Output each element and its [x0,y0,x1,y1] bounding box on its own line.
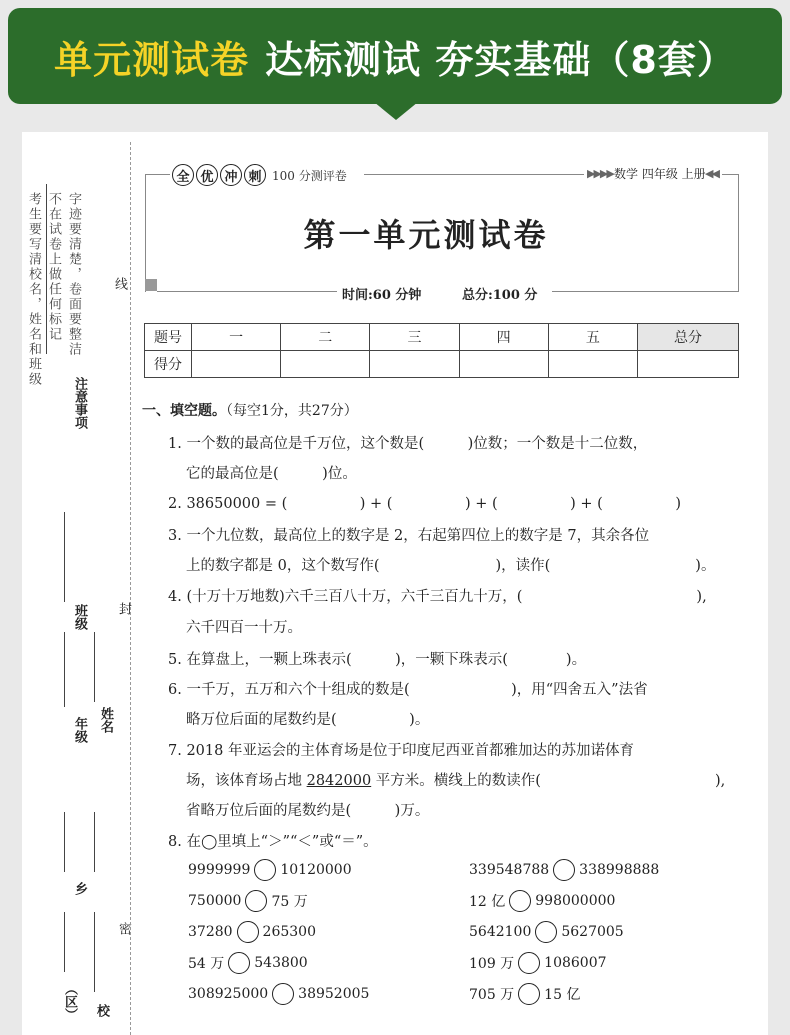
header-rule-left [145,174,170,175]
banner-title-secondary: 达标测试 夯实基础（8套） [265,37,736,82]
total-label: 总分 [638,324,739,351]
question-1b: 它的最高位是( )位。 [186,466,357,482]
score-cell-1 [192,351,281,378]
cmp-left: 37280 [188,924,233,940]
seal-mark-xian: 线 [112,277,127,292]
exam-time: 时间:60 分钟 [342,288,422,303]
cmp-left: 12 亿 [469,894,506,910]
score-cell-total [638,351,739,378]
question-3b: 上的数字都是 0，这个数写作( )，读作( )。 [186,558,716,574]
comparison-item [188,921,316,943]
header-rule-middle [364,174,584,175]
grade-field-line [64,632,65,707]
col-2: 二 [281,324,370,351]
score-label: 得分 [145,351,192,378]
answer-circle-input[interactable] [509,890,531,912]
header-corner-square [145,279,157,291]
grade-info: 数学 四年级 上册 [614,167,706,181]
exam-total-score: 总分:100 分 [461,288,538,303]
qu-field-label: （区） [62,982,77,1021]
col-5: 五 [548,324,637,351]
xiang-field-line [64,812,65,872]
brand-logo [172,164,347,186]
table-row [145,351,739,378]
seal-mark-feng: 封 [116,602,131,617]
brand-char-4: 刺 [244,164,266,186]
underlined-number: 2842000 [306,773,372,789]
question-number-label: 题号 [145,324,192,351]
question-7b-pre: 场，该体育场占地 [186,773,307,789]
table-row [145,324,739,351]
answer-circle-input[interactable] [518,983,540,1005]
note-line-1: 字迹要清楚，卷面要整洁 [66,192,81,357]
cmp-right: 1086007 [544,955,607,971]
cmp-right: 265300 [262,924,316,940]
col-1: 一 [192,324,281,351]
question-7c: 省略万位后面的尾数约是( )万。 [186,803,430,819]
col-3: 三 [370,324,459,351]
col-4: 四 [459,324,548,351]
seal-mark-mi: 密 [116,922,131,937]
answer-circle-input[interactable] [272,983,294,1005]
time-total-row [342,284,573,303]
comparison-item [469,921,624,943]
cmp-right: 998000000 [535,893,616,909]
cmp-right: 15 亿 [544,987,581,1003]
comparison-item [469,983,580,1005]
notes-title: 注意事项 [72,377,87,429]
section-title [142,400,358,420]
question-5: 5. 在算盘上，一颗上珠表示( )，一颗下珠表示( )。 [168,652,587,668]
section-note: （每空1分，共27分） [226,403,358,419]
header-bottom-rule-right [552,291,738,292]
cmp-left: 705 万 [469,987,515,1003]
score-cell-3 [370,351,459,378]
school-field-label: 校 [94,1004,109,1017]
comparison-item [188,952,308,974]
extra-field-line [94,812,95,872]
binding-dashed-line [130,142,131,1035]
comparison-item [469,952,607,974]
banner-text [8,8,782,104]
brand-char-1: 全 [172,164,194,186]
brand-char-2: 优 [196,164,218,186]
question-4a: 4. (十万十万地数)六千三百八十万，六千三百九十万，( ), [168,589,707,605]
answer-circle-input[interactable] [237,921,259,943]
question-7a: 7. 2018 年亚运会的主体育场是位于印度尼西亚首都雅加达的苏加诺体育 [168,743,634,759]
comparison-item [469,890,615,912]
comparison-item [188,983,369,1005]
comparison-item [469,859,659,881]
cmp-left: 750000 [188,893,242,909]
cmp-left: 54 万 [188,956,225,972]
name-field-line [94,632,95,702]
xiang-field-label: 乡 [72,882,87,895]
comparison-item [188,890,308,912]
cmp-right: 10120000 [280,862,352,878]
score-table [144,323,739,378]
answer-circle-input[interactable] [553,859,575,881]
school-field-line [94,912,95,992]
class-field-line [64,512,65,602]
binding-margin [22,132,134,1035]
answer-circle-input[interactable] [254,859,276,881]
question-6a: 6. 一千万，五万和六个十组成的数是( )，用“四舍五入”法省 [168,682,648,698]
question-7b [186,771,725,791]
cmp-left: 9999999 [188,862,251,878]
score-cell-2 [281,351,370,378]
brand-char-3: 冲 [220,164,242,186]
score-cell-4 [459,351,548,378]
banner-pointer [374,102,418,120]
class-field-label: 班级 [72,604,87,630]
header-bottom-rule-left [157,291,337,292]
header-rule-right [722,174,738,175]
cmp-right: 38952005 [298,986,370,1002]
page-title: 第一单元测试卷 [303,216,549,254]
score-cell-5 [548,351,637,378]
cmp-right: 338998888 [579,862,660,878]
grade-field-label: 年级 [72,717,87,743]
arrows-right-icon: ▶▶▶▶ [587,167,613,180]
question-6b: 略万位后面的尾数约是( )。 [186,712,430,728]
top-banner [8,8,782,104]
question-2: 2. 38650000 = ( ) + ( ) + ( ) + ( ) [168,496,681,512]
answer-circle-input[interactable] [228,952,250,974]
answer-circle-input[interactable] [518,952,540,974]
cmp-left: 308925000 [188,986,269,1002]
question-8: 8. 在◯里填上“＞”“＜”或“＝”。 [168,834,378,850]
brand-subtitle: 100 分测评卷 [272,168,347,183]
arrows-left-icon: ◀◀ [705,167,718,180]
cmp-left: 339548788 [469,862,550,878]
comparison-item [188,859,352,881]
cmp-right: 5627005 [561,924,624,940]
banner-title-primary: 单元测试卷 [54,37,250,82]
question-1a: 1. 一个数的最高位是千万位，这个数是( )位数；一个数是十二位数， [168,436,648,452]
note-line-2: 不在试卷上做任何标记 [46,192,61,342]
cmp-right: 543800 [254,955,308,971]
name-field-label: 姓名 [98,707,113,733]
cmp-left: 5642100 [469,924,532,940]
cmp-right: 75 万 [271,894,308,910]
qu-field-line [64,912,65,972]
question-3a: 3. 一个九位数，最高位上的数字是 2，右起第四位上的数字是 7，其余各位 [168,528,650,544]
question-4b: 六千四百一十万。 [186,620,302,636]
section-heading: 一、填空题。 [142,403,226,419]
question-7b-post: 平方米。横线上的数读作( ), [371,773,726,789]
note-line-3: 考生要写清校名，姓名和班级 [26,192,41,387]
cmp-left: 109 万 [469,956,515,972]
answer-circle-input[interactable] [245,890,267,912]
exam-paper [22,132,768,1035]
answer-circle-input[interactable] [535,921,557,943]
